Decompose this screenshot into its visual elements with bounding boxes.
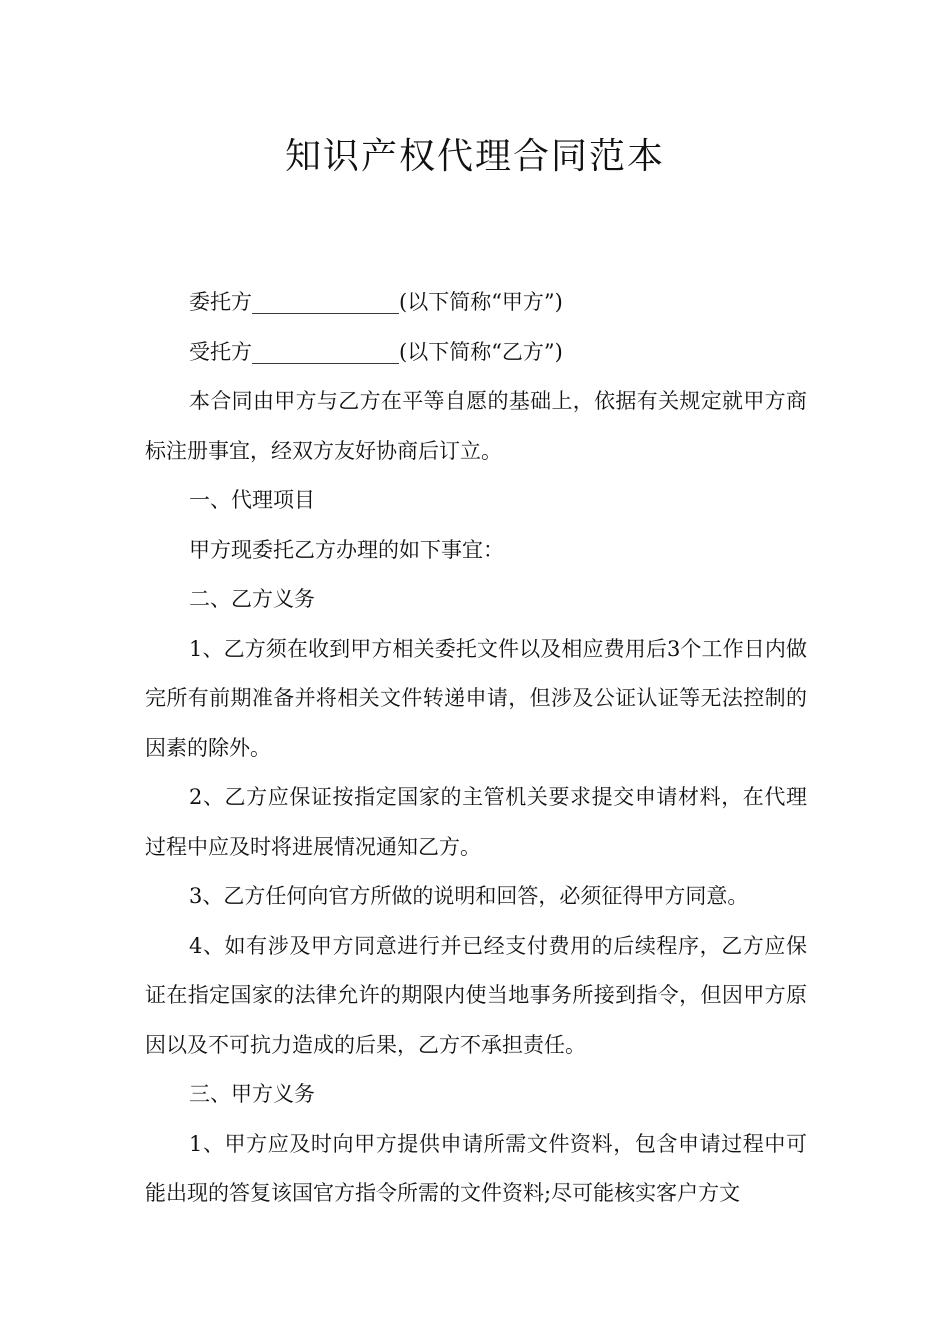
paragraph-client: 委托方______________(以下简称“甲方”) (189, 290, 563, 314)
paragraph-intro: 本合同由甲方与乙方在平等自愿的基础上，依据有关规定就甲方商标注册事宜，经双方友好协商后订立。 (145, 389, 807, 463)
document-body (145, 278, 807, 1219)
clause-b-2: 2、乙方应保证按指定国家的主管机关要求提交申请材料，在代理过程中应及时将进展情况通知乙方。 (145, 785, 807, 859)
section-heading-party-b-obligations: 二、乙方义务 (189, 587, 315, 611)
paragraph-agent: 受托方______________(以下简称“乙方”) (189, 339, 563, 364)
clause-b-1: 1、乙方须在收到甲方相关委托文件以及相应费用后3个工作日内做完所有前期准备并将相关文件转递申请，但涉及公证认证等无法控制的因素的除外。 (145, 636, 807, 760)
section-heading-agency-items: 一、代理项目 (189, 488, 315, 512)
document-title: 知识产权代理合同范本 (284, 136, 665, 177)
section-heading-party-a-obligations: 三、甲方义务 (189, 1082, 315, 1106)
clause-a-1: 1、甲方应及时向甲方提供申请所需文件资料，包含申请过程中可能出现的答复该国官方指令所需的文件资料;尽可能核实客户方文 (145, 1131, 807, 1205)
clause-b-3: 3、乙方任何向官方所做的说明和回答，必须征得甲方同意。 (189, 884, 749, 908)
clause-b-4: 4、如有涉及甲方同意进行并已经支付费用的后续程序，乙方应保证在指定国家的法律允许的期限内使当地事务所接到指令，但因甲方原因以及不可抗力造成的后果，乙方不承担责任。 (145, 933, 807, 1057)
paragraph-entrusted-matters: 甲方现委托乙方办理的如下事宜： (189, 537, 504, 562)
